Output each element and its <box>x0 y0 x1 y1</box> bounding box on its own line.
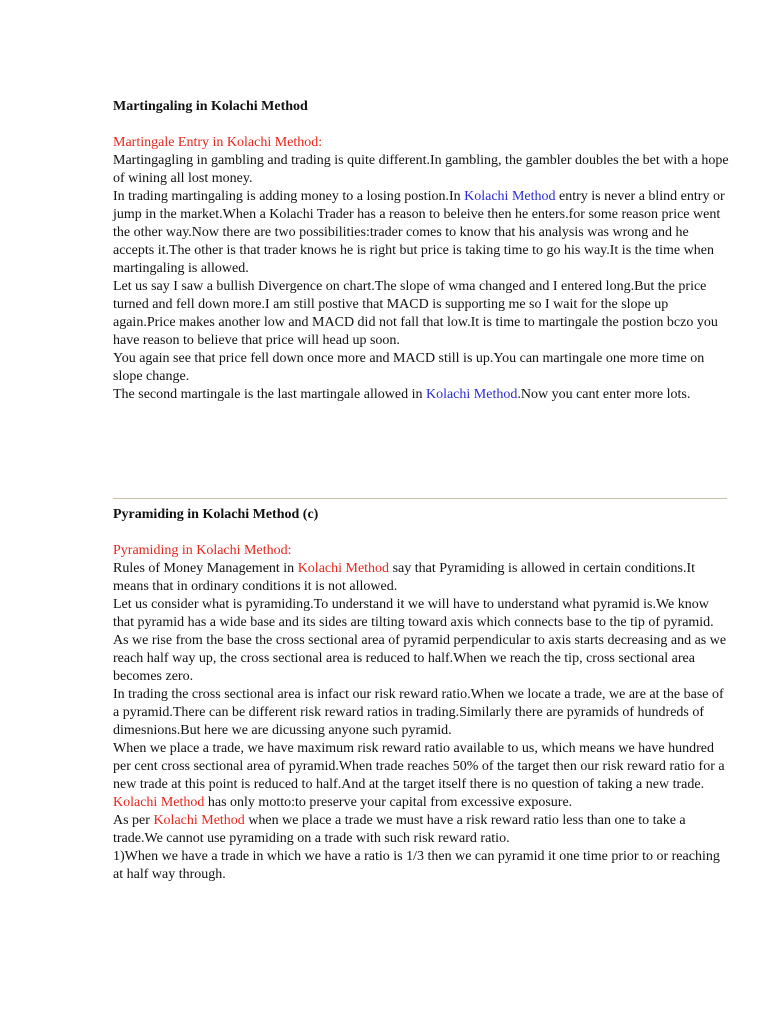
paragraph: As per Kolachi Method when we place a trade we must have a risk reward ratio less than one to take a trade.We cannot use pyramiding on a trade with such risk reward ratio. <box>113 813 686 846</box>
section-subheading: Pyramiding in Kolachi Method: <box>113 543 292 558</box>
paragraph: Let us say I saw a bullish Divergence on chart.The slope of wma changed and I entered long.But the price turned and fell down more.I am still postive that MACD is supporting me so I wait for the slope up again.Price makes another low and MACD did not fall that low.It is time to martingale the postion bczo you have reason to believe that price will head up soon. <box>113 279 718 348</box>
section-pyramiding <box>113 506 733 884</box>
paragraph: The second martingale is the last martingale allowed in Kolachi Method.Now you cant enter more lots. <box>113 387 691 402</box>
paragraph: Let us consider what is pyramiding.To understand it we will have to understand what pyramid is.We know that pyramid has a wide base and its sides are tilting toward axis which connects base to the tip of pyramid. <box>113 597 714 630</box>
kolachi-method-link[interactable]: Kolachi Method <box>425 387 518 402</box>
paragraph: Rules of Money Management in Kolachi Method say that Pyramiding is allowed in certain conditions.It means that in ordinary conditions it is not allowed. <box>113 561 696 594</box>
paragraph: When we place a trade, we have maximum risk reward ratio available to us, which means we have hundred per cent cross sectional area of pyramid.When trade reaches 50% of the target then our risk reward ratio for a new trade at this point is reduced to half.And at the target itself there is no question of taking a new trade. <box>113 741 725 792</box>
section-title: Martingaling in Kolachi Method <box>113 99 308 114</box>
section-subheading: Martingale Entry in Kolachi Method: <box>113 135 323 150</box>
kolachi-method-link[interactable]: Kolachi Method <box>297 561 390 576</box>
section-martingaling <box>113 98 733 404</box>
paragraph: You again see that price fell down once more and MACD still is up.You can martingale one more time on slope change. <box>113 351 705 384</box>
paragraph: In trading the cross sectional area is infact our risk reward ratio.When we locate a trade, we are at the base of a pyramid.There can be different risk reward ratios in trading.Similarly there are pyramids of hundreds of dimesnions.But here we are dicussing anyone such pyramid. <box>113 687 724 738</box>
section-title: Pyramiding in Kolachi Method (c) <box>113 507 319 522</box>
section-body <box>113 560 733 884</box>
section-divider <box>113 498 727 499</box>
kolachi-method-link[interactable]: Kolachi Method <box>153 813 245 828</box>
paragraph: Martingagling in gambling and trading is quite different.In gambling, the gambler doubles the bet with a hope of wining all lost money. <box>113 153 729 186</box>
kolachi-method-link[interactable]: Kolachi Method <box>464 189 556 204</box>
kolachi-method-link[interactable]: Kolachi Method <box>113 795 205 810</box>
paragraph: 1)When we have a trade in which we have a ratio is 1/3 then we can pyramid it one time prior to or reaching at half way through. <box>113 849 720 882</box>
paragraph: Kolachi Method has only motto:to preserve your capital from excessive exposure. <box>113 795 573 810</box>
section-body <box>113 152 733 404</box>
paragraph: As we rise from the base the cross sectional area of pyramid perpendicular to axis starts decreasing and as we reach half way up, the cross sectional area is reduced to half.When we reach the tip, cross sectional area becomes zero. <box>113 633 727 684</box>
paragraph: In trading martingaling is adding money to a losing postion.In Kolachi Method entry is never a blind entry or jump in the market.When a Kolachi Trader has a reason to beleive then he enters.for some reason price went the other way.Now there are two possibilities:trader comes to know that his analysis was wrong and he accepts it.The other is that trader knows he is right but price is taking time to go his way.It is the time when martingaling is allowed. <box>113 189 725 276</box>
